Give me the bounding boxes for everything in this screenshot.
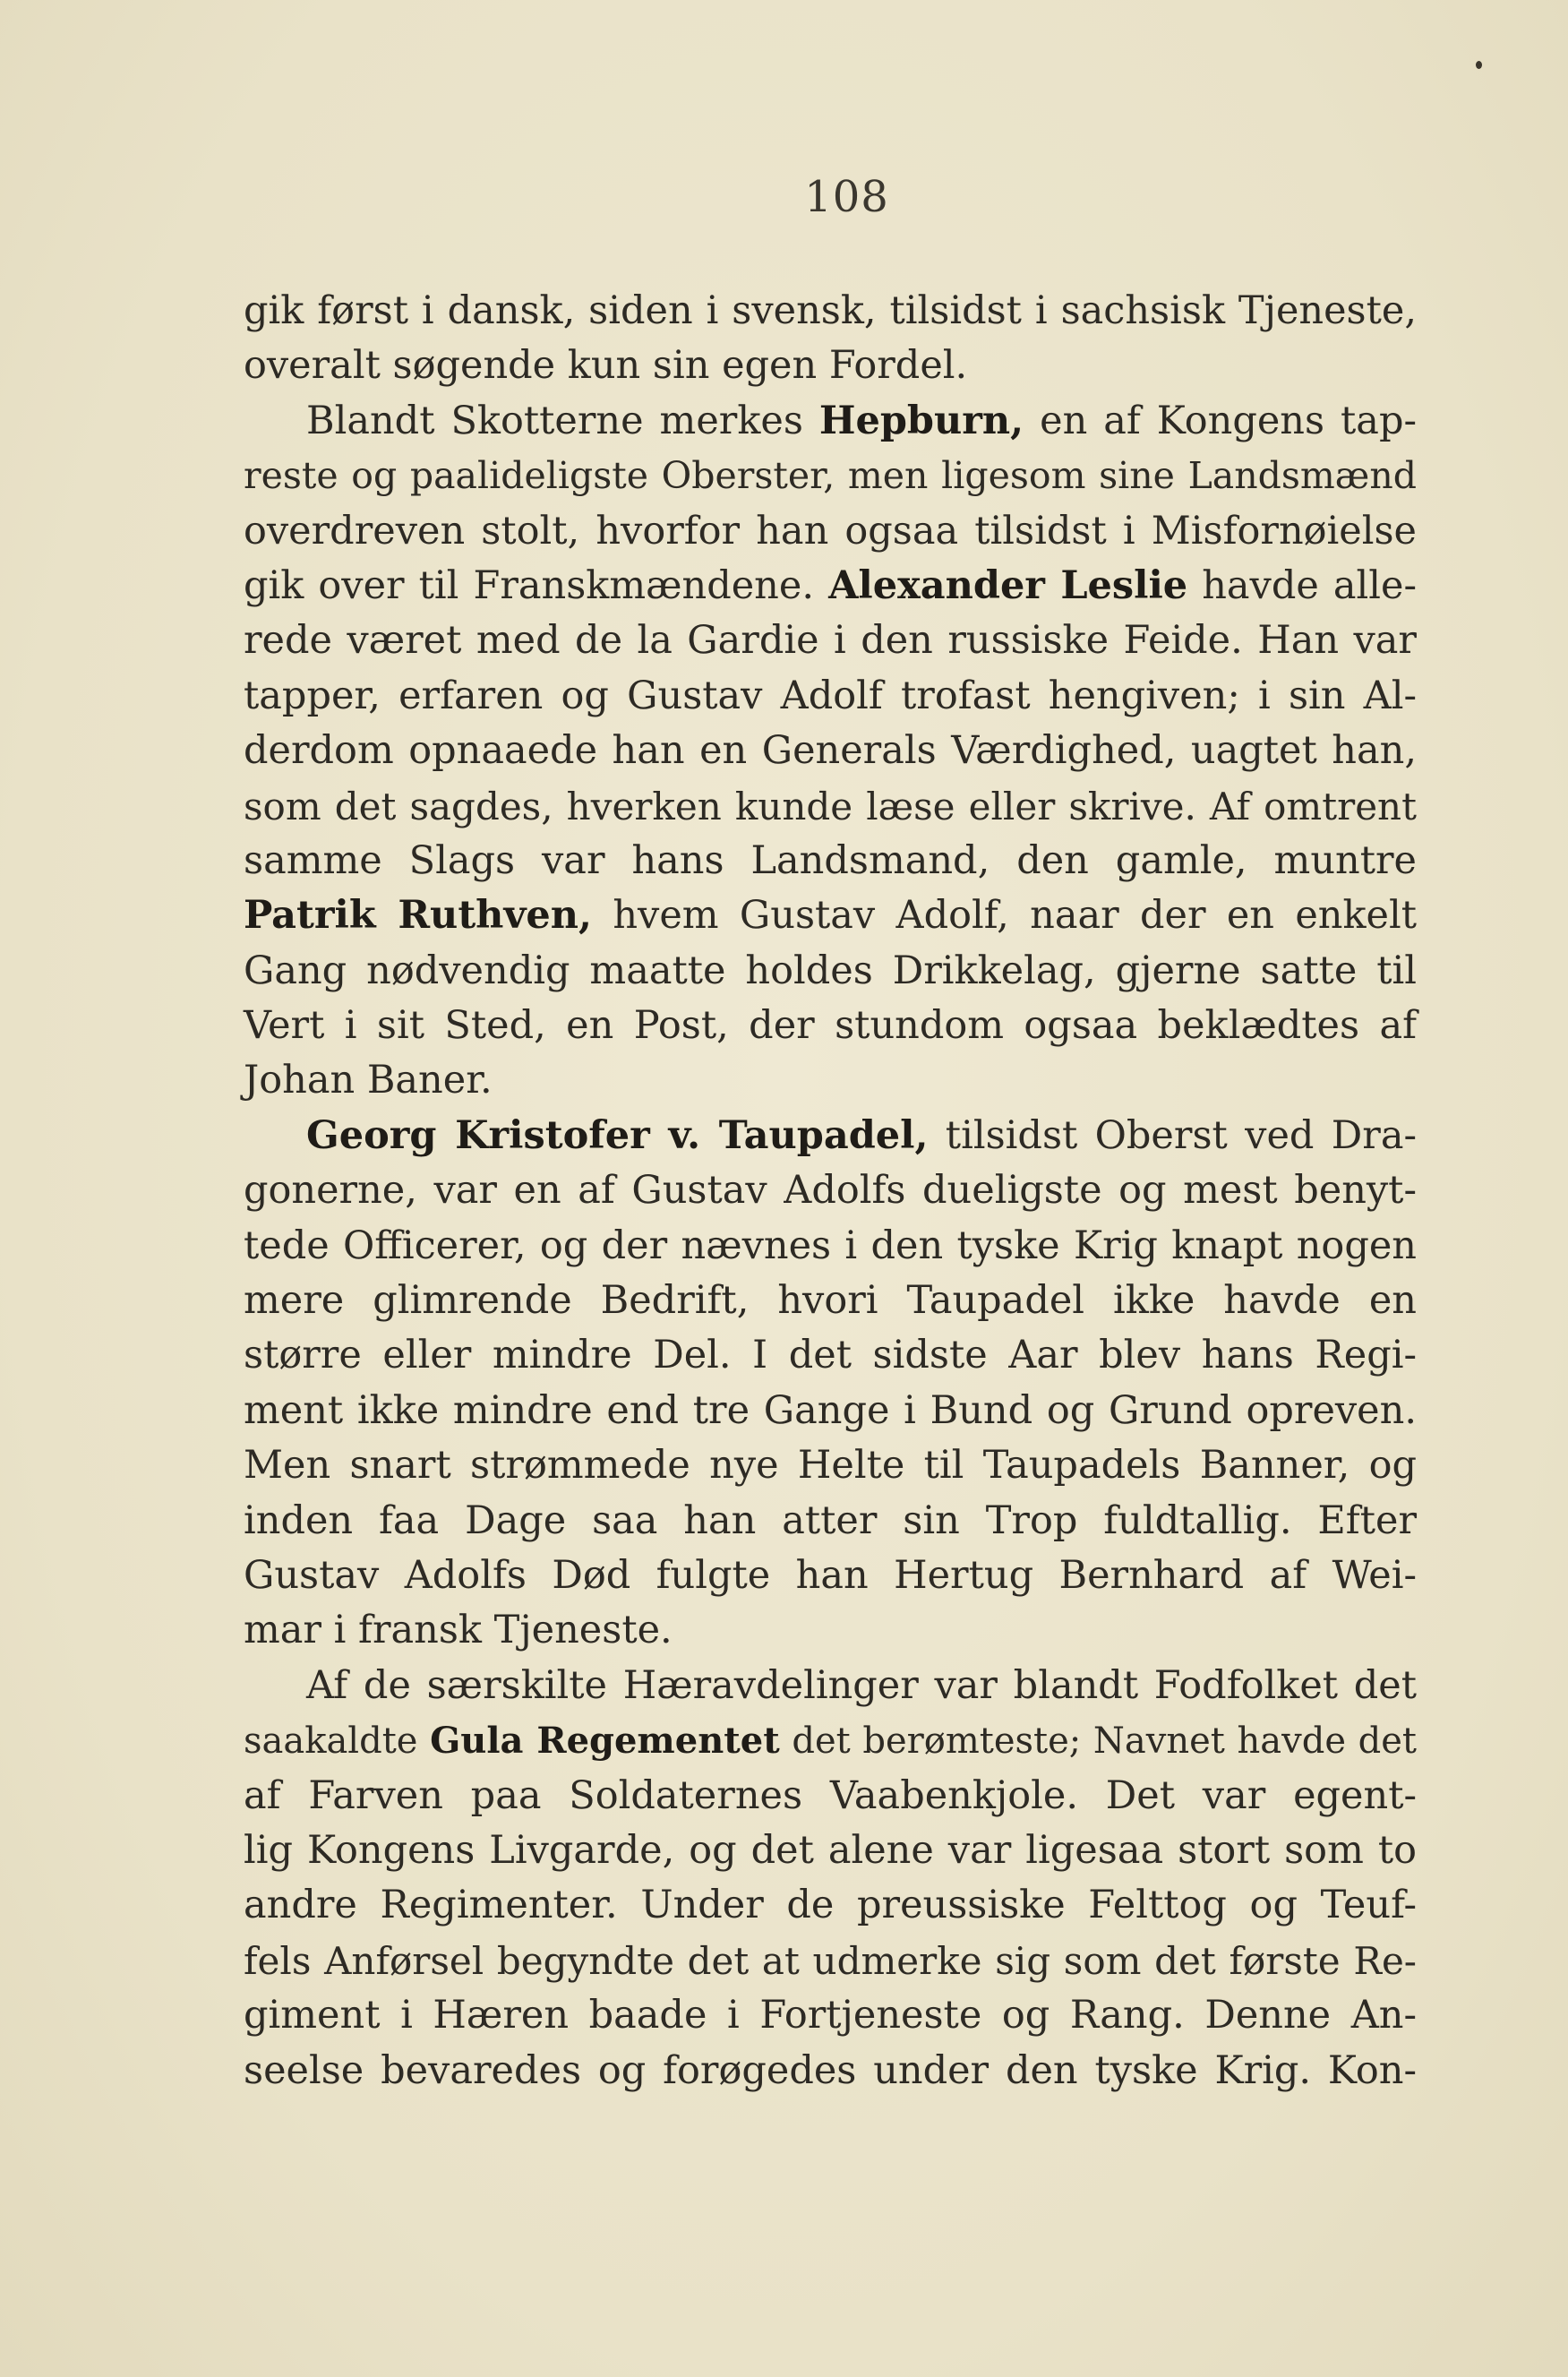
text-line: tapper, erfaren og Gustav Adolf trofast hengiven; i sin Al- bbox=[244, 673, 1417, 718]
text-line: samme Slags var hans Landsmand, den gamle, muntre bbox=[244, 837, 1417, 883]
text-line: Gustav Adolfs Død fulgte han Hertug Bernhard af Wei- bbox=[244, 1552, 1417, 1598]
text-line: overdreven stolt, hvorfor han ogsaa tilsidst i Misfornøielse bbox=[244, 508, 1417, 553]
line-segment: tilsidst Oberst ved Dra- bbox=[928, 1112, 1417, 1158]
line-segment: havde alle- bbox=[1187, 562, 1417, 608]
line-segment: en af Kongens tap- bbox=[1024, 398, 1418, 443]
regiment-name: Gula Regementet bbox=[430, 1720, 780, 1763]
text-line bbox=[244, 1109, 1417, 1163]
text-line: inden faa Dage saa han atter sin Trop fuldtallig. Efter bbox=[244, 1497, 1417, 1543]
line-segment: gik over til Franskmændene. bbox=[244, 562, 829, 608]
text-line bbox=[244, 888, 1417, 943]
text-line: af Farven paa Soldaternes Vaabenkjole. Det var egent- bbox=[244, 1772, 1417, 1818]
text-line: andre Regimenter. Under de preussiske Felttog og Teuf- bbox=[244, 1883, 1417, 1928]
text-line: Gang nødvendig maatte holdes Drikkelag, gjerne satte til bbox=[244, 948, 1417, 993]
text-line bbox=[244, 559, 1417, 614]
text-line: reste og paalideligste Oberster, men ligesom sine Landsmænd bbox=[244, 454, 1417, 498]
text-line: gik først i dansk, siden i svensk, tilsidst i sachsisk Tjeneste, bbox=[244, 288, 1417, 333]
text-line: gonerne, var en af Gustav Adolfs dueligste og mest benyt- bbox=[244, 1168, 1417, 1214]
person-name: Alexander Leslie bbox=[828, 562, 1188, 608]
text-line bbox=[244, 394, 1417, 449]
text-line: Johan Baner. bbox=[244, 1058, 493, 1103]
page-number: 108 bbox=[804, 172, 889, 222]
body-text bbox=[244, 284, 1417, 2098]
line-segment: saakaldte bbox=[244, 1721, 431, 1763]
text-line: tede Officerer, og der nævnes i den tyske Krig knapt nogen bbox=[244, 1223, 1417, 1268]
text-line: Af de særskilte Hæravdelinger var blandt Fodfolket det bbox=[306, 1662, 1417, 1708]
text-line: seelse bevaredes og forøgedes under den tyske Krig. Kon- bbox=[244, 2047, 1417, 2093]
ink-speck bbox=[1476, 61, 1482, 69]
text-line: lig Kongens Livgarde, og det alene var ligesaa stort som to bbox=[244, 1827, 1417, 1873]
text-line: derdom opnaaede han en Generals Værdighed, uagtet han, bbox=[244, 728, 1417, 774]
line-segment: hvem Gustav Adolf, naar der en enkelt bbox=[592, 893, 1417, 939]
text-line: Men snart strømmede nye Helte til Taupadels Banner, og bbox=[244, 1443, 1417, 1489]
text-line: som det sagdes, hverken kunde læse eller skrive. Af omtrent bbox=[244, 784, 1417, 828]
text-line: mar i fransk Tjeneste. bbox=[244, 1608, 673, 1653]
person-name: Georg Kristofer v. Taupadel, bbox=[306, 1112, 929, 1158]
line-segment: det berømteste; Navnet havde det bbox=[779, 1721, 1418, 1763]
text-line: større eller mindre Del. I det sidste Aar blev hans Regi- bbox=[244, 1333, 1417, 1378]
text-line: ment ikke mindre end tre Gange i Bund og Grund opreven. bbox=[244, 1387, 1417, 1433]
text-line: overalt søgende kun sin egen Fordel. bbox=[244, 343, 968, 389]
line-segment: Blandt Skotterne merkes bbox=[306, 398, 819, 443]
text-line: Vert i sit Sted, en Post, der stundom ogsaa beklædtes af bbox=[244, 1003, 1417, 1049]
person-name: Patrik Ruthven, bbox=[244, 893, 593, 939]
text-line: mere glimrende Bedrift, hvori Taupadel ikke havde en bbox=[244, 1278, 1417, 1324]
text-line: rede været med de la Gardie i den russiske Feide. Han var bbox=[244, 618, 1417, 664]
person-name: Hepburn, bbox=[818, 398, 1024, 443]
text-line: giment i Hæren baade i Fortjeneste og Rang. Denne An- bbox=[244, 1993, 1417, 2038]
text-line bbox=[244, 1713, 1417, 1768]
text-line: fels Anførsel begyndte det at udmerke sig som det første Re- bbox=[244, 1938, 1417, 1983]
